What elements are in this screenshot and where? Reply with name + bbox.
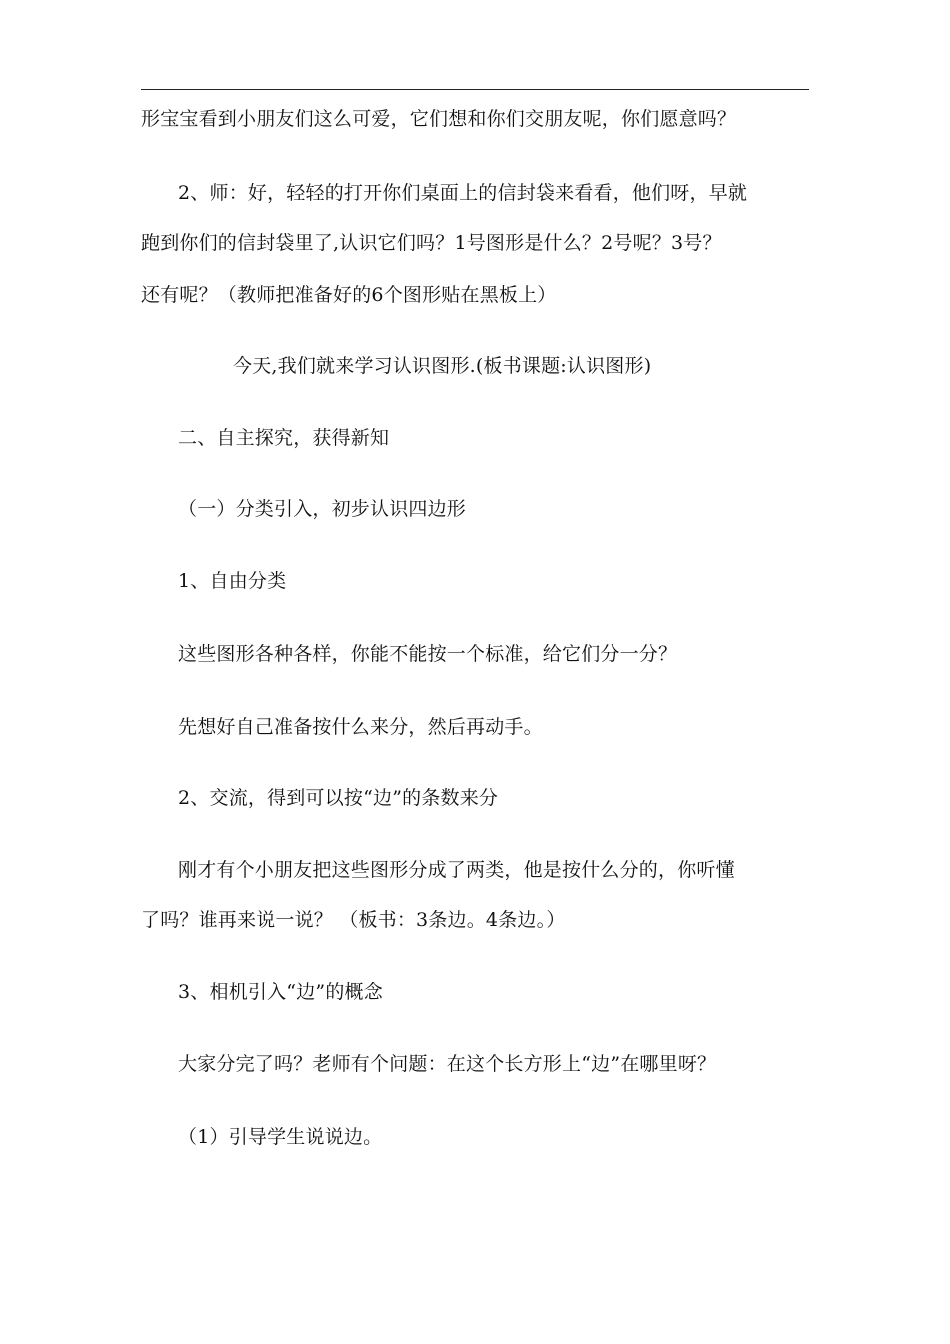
text-line: 还有呢？（教师把准备好的6个图形贴在黑板上） xyxy=(141,284,557,306)
text-line: 先想好自己准备按什么来分，然后再动手。 xyxy=(178,716,543,738)
text-line: 大家分完了吗？老师有个问题：在这个长方形上“边”在哪里呀？ xyxy=(178,1053,717,1075)
text-line: 这些图形各种各样，你能不能按一个标准，给它们分一分？ xyxy=(178,643,678,665)
text-line: 今天,我们就来学习认识图形.(板书课题:认识图形) xyxy=(233,355,652,377)
section-heading: 二、自主探究，获得新知 xyxy=(178,427,390,449)
step-heading: 2、交流，得到可以按“边”的条数来分 xyxy=(178,787,499,809)
text-line: 了吗？谁再来说一说？ （板书：3条边。4条边。） xyxy=(141,909,566,931)
text-line: 刚才有个小朋友把这些图形分成了两类，他是按什么分的，你听懂 xyxy=(178,859,735,881)
header-rule xyxy=(141,89,809,90)
text-line: （1）引导学生说说边。 xyxy=(178,1126,383,1148)
subsection-heading: （一）分类引入，初步认识四边形 xyxy=(178,498,467,520)
step-heading: 1、自由分类 xyxy=(178,570,287,592)
text-line: 跑到你们的信封袋里了,认识它们吗？1号图形是什么？2号呢？3号？ xyxy=(141,232,722,254)
step-heading: 3、相机引入“边”的概念 xyxy=(178,981,383,1003)
text-line: 形宝宝看到小朋友们这么可爱，它们想和你们交朋友呢，你们愿意吗？ xyxy=(141,108,737,130)
text-line: 2、师：好，轻轻的打开你们桌面上的信封袋来看看，他们呀，早就 xyxy=(178,182,748,204)
